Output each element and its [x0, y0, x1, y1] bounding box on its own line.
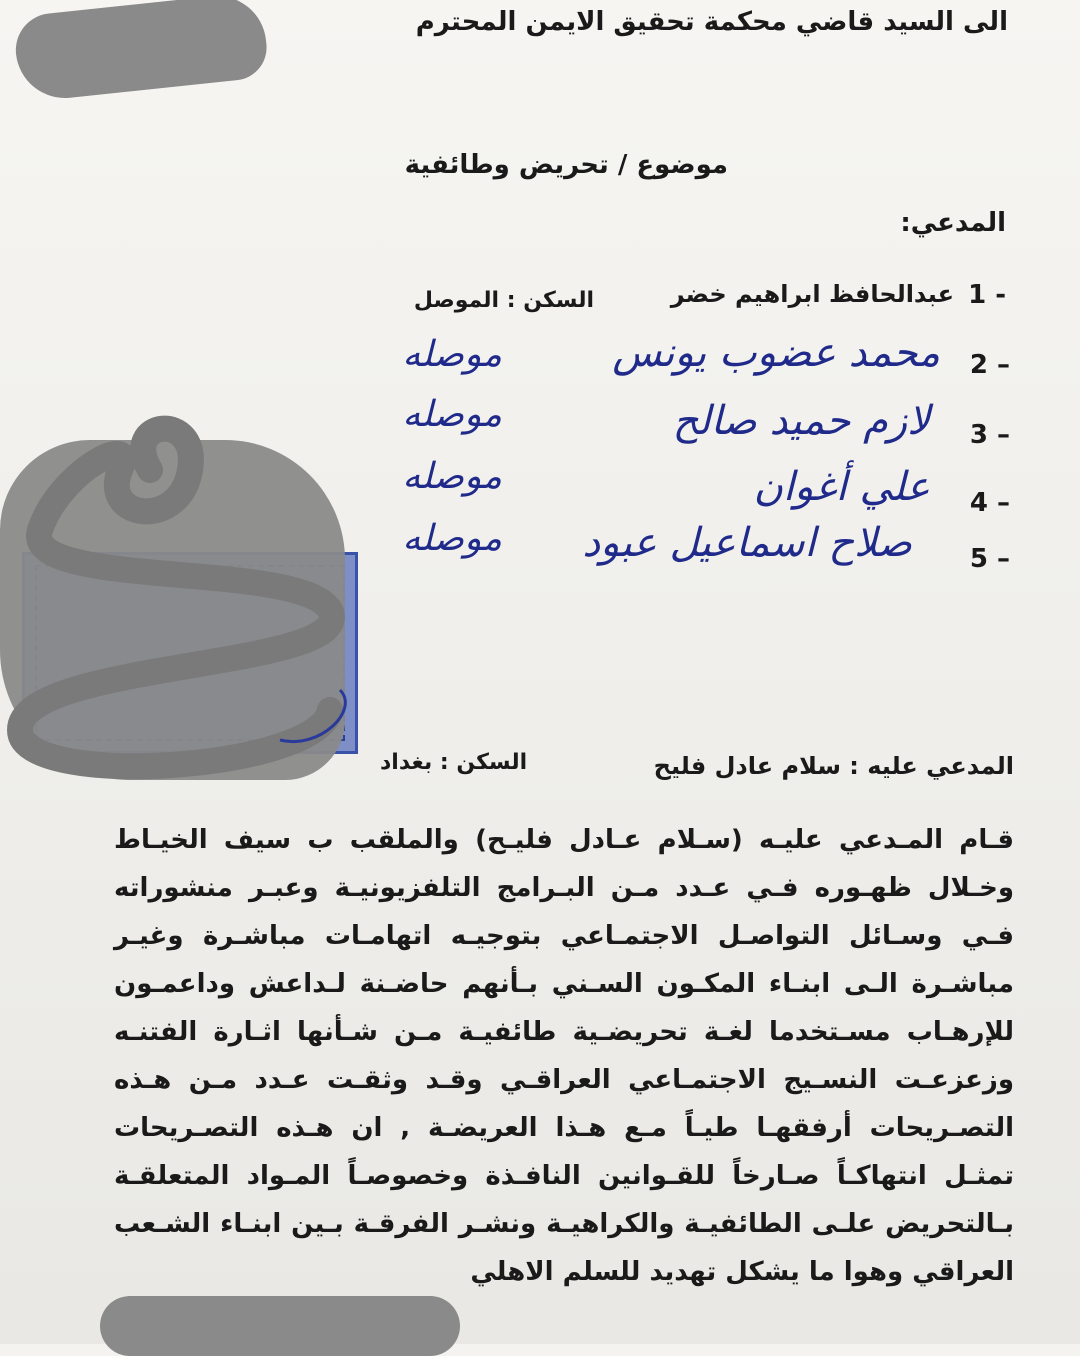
body-line: فـي وسـائل التواصـل الاجتمـاعي بتوجيـه اتهامـات مباشـرة وغيـر [114, 921, 1014, 951]
addressee-line: الى السيد قاضي محكمة تحقيق الايمن المحترم [415, 7, 1008, 37]
subject-line: موضوع / تحريض وطائفية [404, 150, 728, 180]
plaintiff-residence: السكن : الموصل [413, 288, 594, 313]
plaintiff-label: المدعي: [900, 208, 1006, 238]
plaintiff-number: 1 - [968, 280, 1006, 310]
body-line: بـالتحريض علـى الطائفيـة والكراهيـة ونشـر الفرقـة بـين ابنـاء الشـعب [114, 1209, 1014, 1239]
body-line: مباشـرة الـى ابنـاء المكـون السـني بـأنهم حاضـنة لـداعش وداعمـون [114, 969, 1014, 999]
plaintiff-name-handwritten: لازم حميد صالح [672, 398, 930, 444]
body-line: وزعزعـت النسـيج الاجتمـاعي العراقـي وقـد وثقـت عـدد مـن هـذه [114, 1065, 1014, 1095]
plaintiff-name-handwritten: محمد عضوب يونس [612, 330, 940, 376]
complaint-body [114, 816, 1014, 1296]
plaintiff-name: عبدالحافظ ابراهيم خضر [670, 280, 954, 308]
defendant-residence: السكن : بغداد [380, 750, 528, 775]
body-line: تمثـل انتهاكـاً صـارخاً للقـوانين النافـذة وخصوصـاً المـواد المتعلقـة [114, 1161, 1014, 1191]
plaintiff-residence-handwritten: موصله [402, 518, 502, 559]
plaintiff-number: 4 – [969, 488, 1010, 518]
defendant-line: المدعي عليه : سلام عادل فليح [653, 752, 1014, 780]
body-line: للإرهـاب مسـتخدما لغـة تحريضـية طائفيـة مـن شـأنها اثـارة الفتنـه [114, 1017, 1014, 1047]
plaintiff-residence-handwritten: موصله [402, 334, 502, 375]
body-line: التصـريحات أرفقهـا طيـاً مـع هـذا العريضـة , ان هـذه التصـريحات [114, 1113, 1014, 1143]
body-line: وخـلال ظهـوره فـي عـدد مـن البـرامج التلفزيونيـة وعبـر منشوراته [114, 873, 1014, 903]
body-line: العراقي وهوا ما يشكل تهديد للسلم الاهلي [470, 1257, 1014, 1287]
plaintiff-number: 5 – [969, 544, 1010, 574]
plaintiff-residence-handwritten: موصله [402, 456, 502, 497]
redaction-mark [100, 1296, 460, 1356]
redaction-scribble [0, 410, 400, 810]
body-line: قـام المـدعي عليـه (سـلام عـادل فليـح) والملقب ب سيف الخيـاط [114, 825, 1014, 855]
plaintiff-number: 3 – [969, 420, 1010, 450]
plaintiff-number: 2 – [969, 350, 1010, 380]
plaintiff-name-handwritten: علي أغوان [753, 464, 930, 510]
plaintiff-name-handwritten: صلاح اسماعيل عبود [582, 520, 912, 566]
addressee-block [416, 4, 1008, 40]
plaintiff-residence-handwritten: موصله [402, 394, 502, 435]
